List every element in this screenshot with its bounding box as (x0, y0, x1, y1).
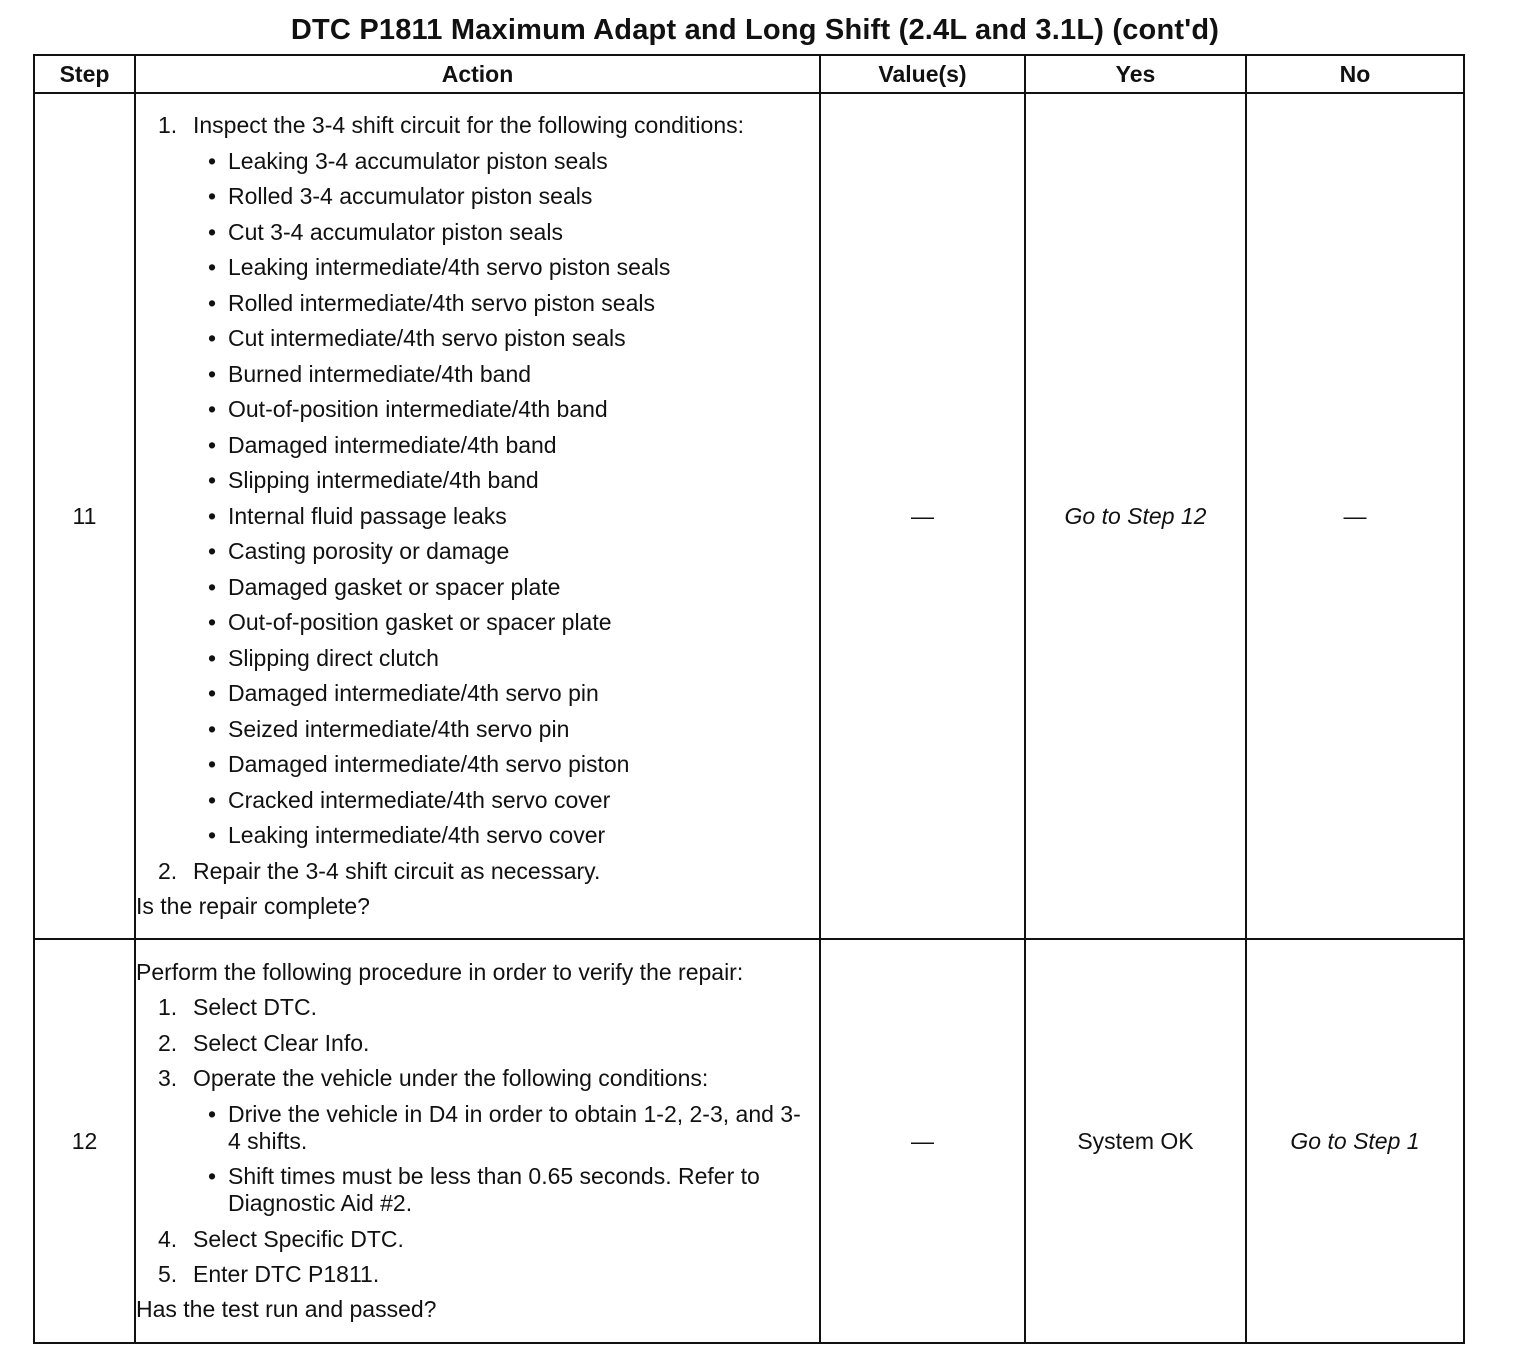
bullet-item (136, 787, 819, 814)
item-text: Rolled 3-4 accumulator piston seals (228, 183, 593, 210)
bullet-item (136, 538, 819, 565)
action-intro: Perform the following procedure in order to verify the repair: (136, 958, 744, 985)
bullet-icon: • (208, 396, 217, 423)
bullet-item (136, 254, 819, 281)
header-row (34, 55, 1464, 93)
bullet-icon: • (208, 325, 217, 352)
item-number: 4. (158, 1225, 178, 1252)
bullet-icon: • (208, 573, 217, 600)
yes-cell: Go to Step 12 (1025, 93, 1246, 939)
item-number: 2. (158, 1029, 178, 1056)
bullet-icon: • (208, 467, 217, 494)
bullet-icon: • (208, 147, 217, 174)
yes-cell: System OK (1025, 939, 1246, 1343)
item-text: Operate the vehicle under the following conditions: (193, 1065, 709, 1092)
bullet-icon: • (208, 502, 217, 529)
value-cell: — (820, 93, 1025, 939)
item-text: Cut 3-4 accumulator piston seals (228, 218, 563, 245)
bullet-item (136, 503, 819, 530)
bullet-icon: • (208, 751, 217, 778)
value-cell: — (820, 939, 1025, 1343)
bullet-item (136, 290, 819, 317)
bullet-icon: • (208, 822, 217, 849)
item-number: 5. (158, 1261, 178, 1288)
table-row-step-11 (34, 93, 1464, 939)
table-row-step-12 (34, 939, 1464, 1343)
item-text: Inspect the 3-4 shift circuit for the following conditions: (193, 112, 745, 139)
bullet-item (136, 645, 819, 672)
bullet-item (136, 361, 819, 388)
item-text: Damaged intermediate/4th servo pin (228, 680, 599, 707)
header-action: Action (135, 55, 820, 93)
bullet-item (136, 325, 819, 352)
item-text: Repair the 3-4 shift circuit as necessary. (193, 857, 601, 884)
bullet-icon: • (208, 218, 217, 245)
bullet-item (136, 574, 819, 601)
bullet-item (136, 716, 819, 743)
bullet-icon: • (208, 431, 217, 458)
bullet-icon: • (208, 786, 217, 813)
action-cell (135, 93, 820, 939)
item-text: Leaking 3-4 accumulator piston seals (228, 147, 608, 174)
bullet-item (136, 219, 819, 246)
item-text: Shift times must be less than 0.65 seconds. Refer to Diagnostic Aid #2. (228, 1163, 760, 1217)
numbered-item (136, 858, 819, 885)
bullet-item (136, 432, 819, 459)
header-values: Value(s) (820, 55, 1025, 93)
bullet-item (136, 183, 819, 210)
bullet-item (136, 1101, 819, 1155)
item-text: Enter DTC P1811. (193, 1261, 380, 1288)
item-text: Rolled intermediate/4th servo piston seals (228, 289, 656, 316)
item-text: Damaged intermediate/4th band (228, 431, 557, 458)
item-text: Drive the vehicle in D4 in order to obtain 1-2, 2-3, and 3-4 shifts. (228, 1100, 801, 1154)
bullet-item (136, 467, 819, 494)
numbered-item (136, 112, 819, 139)
action-cell (135, 939, 820, 1343)
step-number: 11 (34, 93, 135, 939)
bullet-item (136, 822, 819, 849)
item-text: Casting porosity or damage (228, 538, 510, 565)
item-text: Select Clear Info. (193, 1029, 370, 1056)
item-number: 2. (158, 857, 178, 884)
item-text: Leaking intermediate/4th servo piston seals (228, 254, 671, 281)
item-text: Seized intermediate/4th servo pin (228, 715, 570, 742)
header-no: No (1246, 55, 1464, 93)
header-yes: Yes (1025, 55, 1246, 93)
bullet-item (136, 751, 819, 778)
bullet-icon: • (208, 360, 217, 387)
item-text: Damaged gasket or spacer plate (228, 573, 561, 600)
item-text: Cut intermediate/4th servo piston seals (228, 325, 626, 352)
item-text: Out-of-position intermediate/4th band (228, 396, 608, 423)
item-text: Burned intermediate/4th band (228, 360, 532, 387)
bullet-icon: • (208, 1100, 217, 1127)
bullet-icon: • (208, 715, 217, 742)
bullet-item (136, 1163, 819, 1217)
numbered-item (136, 1226, 819, 1253)
step-number: 12 (34, 939, 135, 1343)
page-title: DTC P1811 Maximum Adapt and Long Shift (2.4L and 3.1L) (cont'd) (290, 14, 1220, 46)
item-text: Internal fluid passage leaks (228, 502, 507, 529)
numbered-item (136, 1030, 819, 1057)
header-step: Step (34, 55, 135, 93)
item-text: Select DTC. (193, 994, 317, 1021)
no-cell: Go to Step 1 (1246, 939, 1464, 1343)
item-text: Select Specific DTC. (193, 1225, 404, 1252)
item-number: 1. (158, 112, 178, 139)
bullet-item (136, 148, 819, 175)
bullet-icon: • (208, 680, 217, 707)
bullet-icon: • (208, 644, 217, 671)
item-text: Out-of-position gasket or spacer plate (228, 609, 612, 636)
numbered-item (136, 1261, 819, 1288)
item-text: Slipping direct clutch (228, 644, 439, 671)
diagnostic-table (33, 54, 1465, 1344)
bullet-item (136, 396, 819, 423)
item-number: 1. (158, 994, 178, 1021)
bullet-item (136, 609, 819, 636)
numbered-item (136, 1065, 819, 1092)
bullet-icon: • (208, 289, 217, 316)
item-number: 3. (158, 1065, 178, 1092)
no-cell: — (1246, 93, 1464, 939)
item-text: Leaking intermediate/4th servo cover (228, 822, 606, 849)
action-question: Has the test run and passed? (136, 1296, 437, 1323)
item-text: Damaged intermediate/4th servo piston (228, 751, 630, 778)
bullet-icon: • (208, 254, 217, 281)
bullet-icon: • (208, 609, 217, 636)
item-text: Slipping intermediate/4th band (228, 467, 539, 494)
bullet-item (136, 680, 819, 707)
item-text: Cracked intermediate/4th servo cover (228, 786, 611, 813)
bullet-icon: • (208, 538, 217, 565)
bullet-icon: • (208, 183, 217, 210)
numbered-item (136, 994, 819, 1021)
action-question: Is the repair complete? (136, 892, 370, 919)
bullet-icon: • (208, 1163, 217, 1190)
